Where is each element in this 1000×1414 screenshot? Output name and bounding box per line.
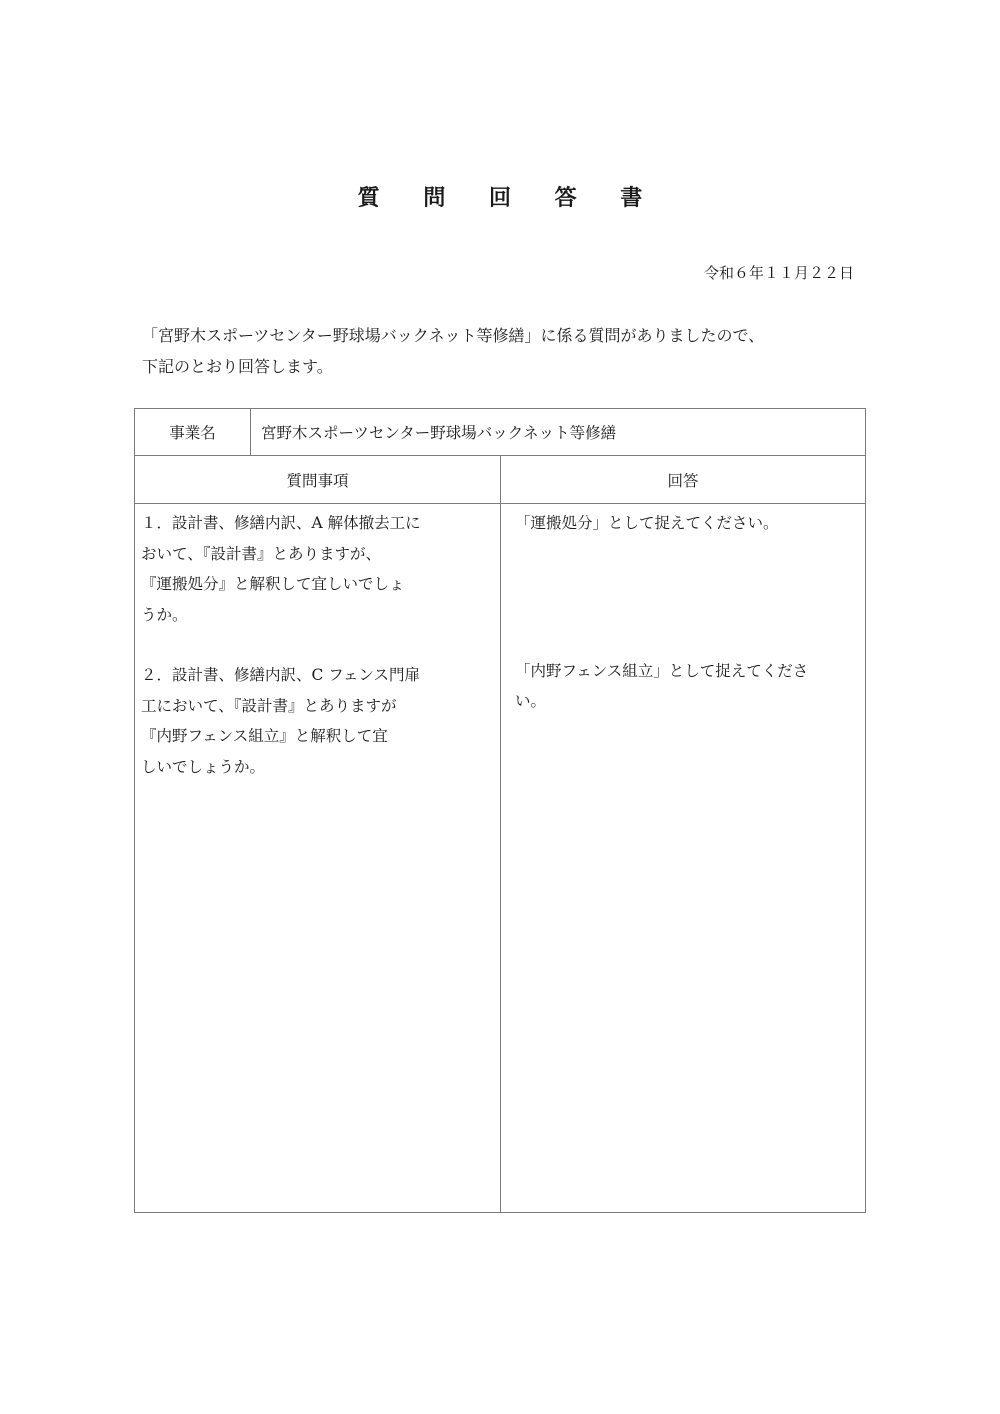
intro-line-2: 下記のとおり回答します。 [142, 357, 333, 376]
question-2-line-1: ２．設計書、修繕内訳、C フェンス門扉 [141, 666, 421, 684]
project-row [135, 409, 866, 456]
question-1-line-2: おいて、『設計書』とありますが、 [141, 544, 381, 563]
answer-2-line-2: い。 [515, 692, 547, 710]
question-2-line-4: しいでしょうか。 [141, 757, 266, 776]
question-2-line-2: 工において、『設計書』とありますが [141, 696, 397, 715]
intro-paragraph [142, 320, 862, 382]
answer-1 [515, 508, 859, 539]
question-2-line-3: 『内野フェンス組立』と解釈して宜 [141, 727, 388, 745]
question-1-line-4: うか。 [141, 605, 188, 624]
intro-line-1: 「宮野木スポーツセンター野球場バックネット等修繕」に係る質問がありましたので、 [142, 326, 765, 345]
body-row [135, 504, 866, 1213]
project-label: 事業名 [135, 409, 251, 456]
qa-table [134, 408, 866, 1213]
answers-cell [501, 504, 866, 1213]
answer-2-line-1: 「内野フェンス組立」として捉えてくださ [515, 661, 809, 680]
document-title: 質 問 回 答 書 [357, 185, 661, 211]
answer-header: 回答 [501, 456, 866, 504]
question-header: 質問事項 [135, 456, 501, 504]
document-date: 令和６年１１月２２日 [703, 264, 854, 282]
question-2 [141, 660, 494, 782]
answer-2 [515, 656, 859, 717]
project-name: 宮野木スポーツセンター野球場バックネット等修繕 [251, 409, 866, 456]
question-1-line-1: １．設計書、修繕内訳、A 解体撤去工に [141, 514, 421, 532]
question-1 [141, 508, 494, 630]
answer-1-line-1: 「運搬処分」として捉えてください。 [515, 514, 779, 532]
questions-cell [135, 504, 501, 1213]
header-row [135, 456, 866, 504]
question-1-line-3: 『運搬処分』と解釈して宜しいでしょ [141, 575, 405, 593]
